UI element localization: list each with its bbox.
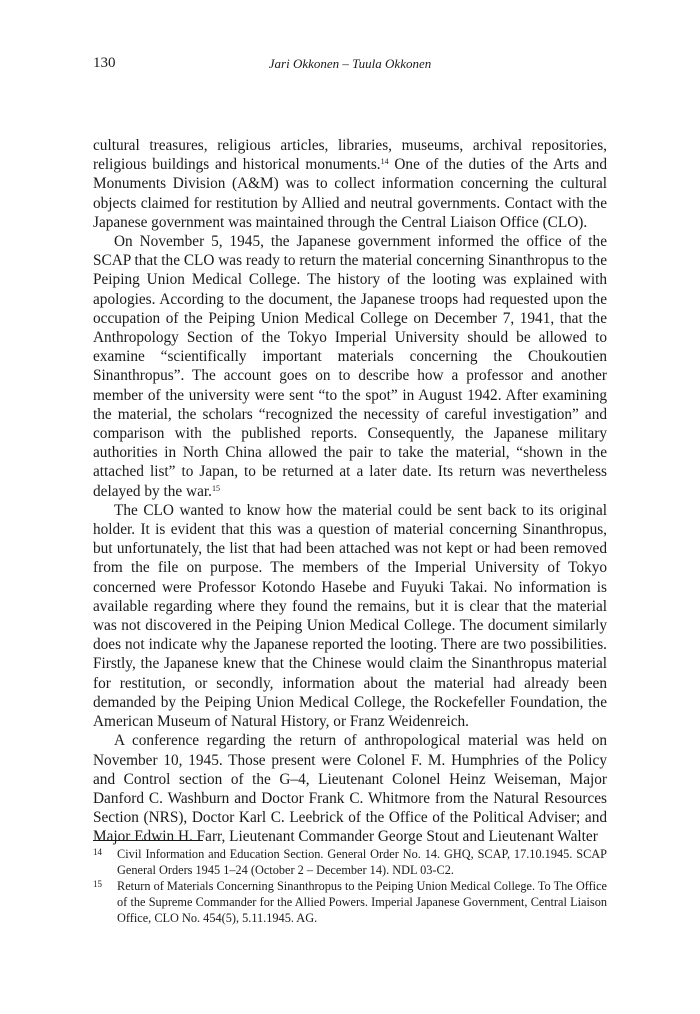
footnote-number: 15 [93, 879, 102, 889]
footnote-divider [93, 840, 203, 841]
body-text [93, 136, 607, 847]
paragraph-1 [93, 136, 607, 232]
paragraph-1-text-cont: One of the duties of the Arts and Monuments Division (A&M) was to collect information concerning the cultural objects claimed for restitution by Allied and neutral governments. Contact with the Japanese government was maintained through the Central Liaison Office (CLO). [93, 156, 607, 231]
footnote-text: Return of Materials Concerning Sinanthropus to the Peiping Union Medical College. To The Office of the Supreme Commander for the Allied Powers. Imperial Japanese Government, Central Liaison Office, CLO No. 454(5), 5.11.1945. AG. [117, 879, 607, 925]
footnotes [93, 846, 607, 926]
paragraph-3: The CLO wanted to know how the material could be sent back to its original holder. It is evident that this was a question of material concerning Sinanthropus, but unfortunately, the list that had been attached was not kept or had been removed from the file on purpose. The members of the Imperial University of Tokyo concerned were Professor Kotondo Hasebe and Fuyuki Takai. No information is available regarding where they found the remains, but it is clear that the material was not discovered in the Peiping Union Medical College. The document similarly does not indicate why the Japanese reported the looting. There are two possibilities. Firstly, the Japanese knew that the Chinese would claim the Sinanthropus material for restitution, or secondly, information about the material had already been demanded by the Peiping Union Medical College, the Rockefeller Foundation, the American Museum of Natural History, or Franz Weidenreich. [93, 501, 607, 731]
page-number: 130 [93, 55, 116, 71]
footnote-ref-14: 14 [380, 157, 389, 167]
page-header [93, 55, 607, 75]
paragraph-4: A conference regarding the return of anthropological material was held on November 10, 1945. Those present were Colonel F. M. Humphries of the Policy and Control section of the G–4, Lieutenant Colonel Heinz Weiseman, Major Danford C. Washburn and Doctor Frank C. Whitmore from the Natural Resources Section (NRS), Doctor Karl C. Leebrick of the Office of the Political Adviser; and Major Edwin H. Farr, Lieutenant Commander George Stout and Lieutenant Walter [93, 732, 607, 846]
footnote-ref-15: 15 [211, 483, 220, 493]
paragraph-2 [93, 232, 607, 501]
footnote-number: 14 [93, 847, 102, 857]
footnote-14 [93, 846, 607, 878]
footnote-15 [93, 878, 607, 926]
running-head: Jari Okkonen – Tuula Okkonen [268, 56, 432, 71]
footnote-text: Civil Information and Education Section. General Order No. 14. GHQ, SCAP, 17.10.1945. SCAP General Orders 1945 1–24 (October 2 – December 14). NDL 03-C2. [117, 847, 607, 877]
paragraph-2-text: On November 5, 1945, the Japanese government informed the office of the SCAP that the CLO was ready to return the material concerning Sinanthropus to the Peiping Union Medical College. The history of the looting was explained with apologies. According to the document, the Japanese troops had requested upon the occupation of the Peiping Union Medical College on December 7, 1941, that the Anthropology Section of the Tokyo Imperial University should be allowed to examine “scientifically important materials concerning the Choukoutien Sinanthropus”. The account goes on to describe how a professor and another member of the university were sent “to the spot” in August 1942. After examining the material, the scholars “recognized the necessity of careful investigation” and comparison with the published reports. Consequently, the Japanese military authorities in North China allowed the pair to take the material, “shown in the attached list” to Japan, to be returned at a later date. Its return was nevertheless delayed by the war. [93, 233, 607, 500]
paragraph-1-text: cultural treasures, religious articles, libraries, museums, archival repositories, religious buildings and historical monuments. [93, 137, 607, 174]
